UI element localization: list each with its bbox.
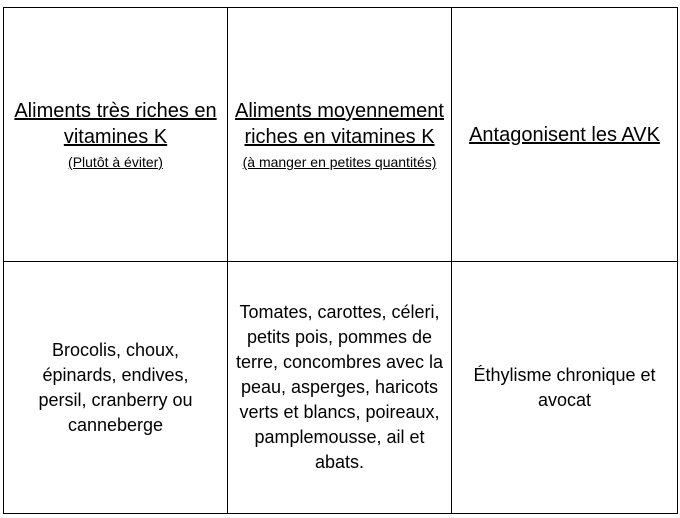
cell-very-rich-foods <box>4 262 228 514</box>
content-row <box>4 262 678 514</box>
header-title-moderately-rich: Aliments moyennement riches en vitamines K <box>235 100 444 148</box>
header-cell-very-rich <box>4 8 228 262</box>
avk-antagonists-text: Éthylisme chronique et avocat <box>473 364 656 410</box>
cell-moderately-rich-foods <box>228 262 452 514</box>
vitamin-k-food-table <box>3 7 678 514</box>
header-title-avk-antagonists: Antagonisent les AVK <box>469 123 660 146</box>
header-cell-moderately-rich <box>228 8 452 262</box>
header-cell-avk-antagonists <box>452 8 678 262</box>
header-row <box>4 8 678 262</box>
header-note-very-rich: (Plutôt à éviter) <box>68 154 163 170</box>
header-note-moderately-rich: (à manger en petites quantités) <box>242 154 437 170</box>
header-title-very-rich: Aliments très riches en vitamines K <box>14 100 217 148</box>
moderately-rich-foods-text: Tomates, carottes, céleri, petits pois, pommes de terre, concombres avec la peau, asperges, haricots verts et blancs, poireaux, pamplemousse, ail et abats. <box>235 302 444 472</box>
very-rich-foods-text: Brocolis, choux, épinards, endives, persil, cranberry ou canneberge <box>38 339 193 435</box>
cell-avk-antagonists <box>452 262 678 514</box>
